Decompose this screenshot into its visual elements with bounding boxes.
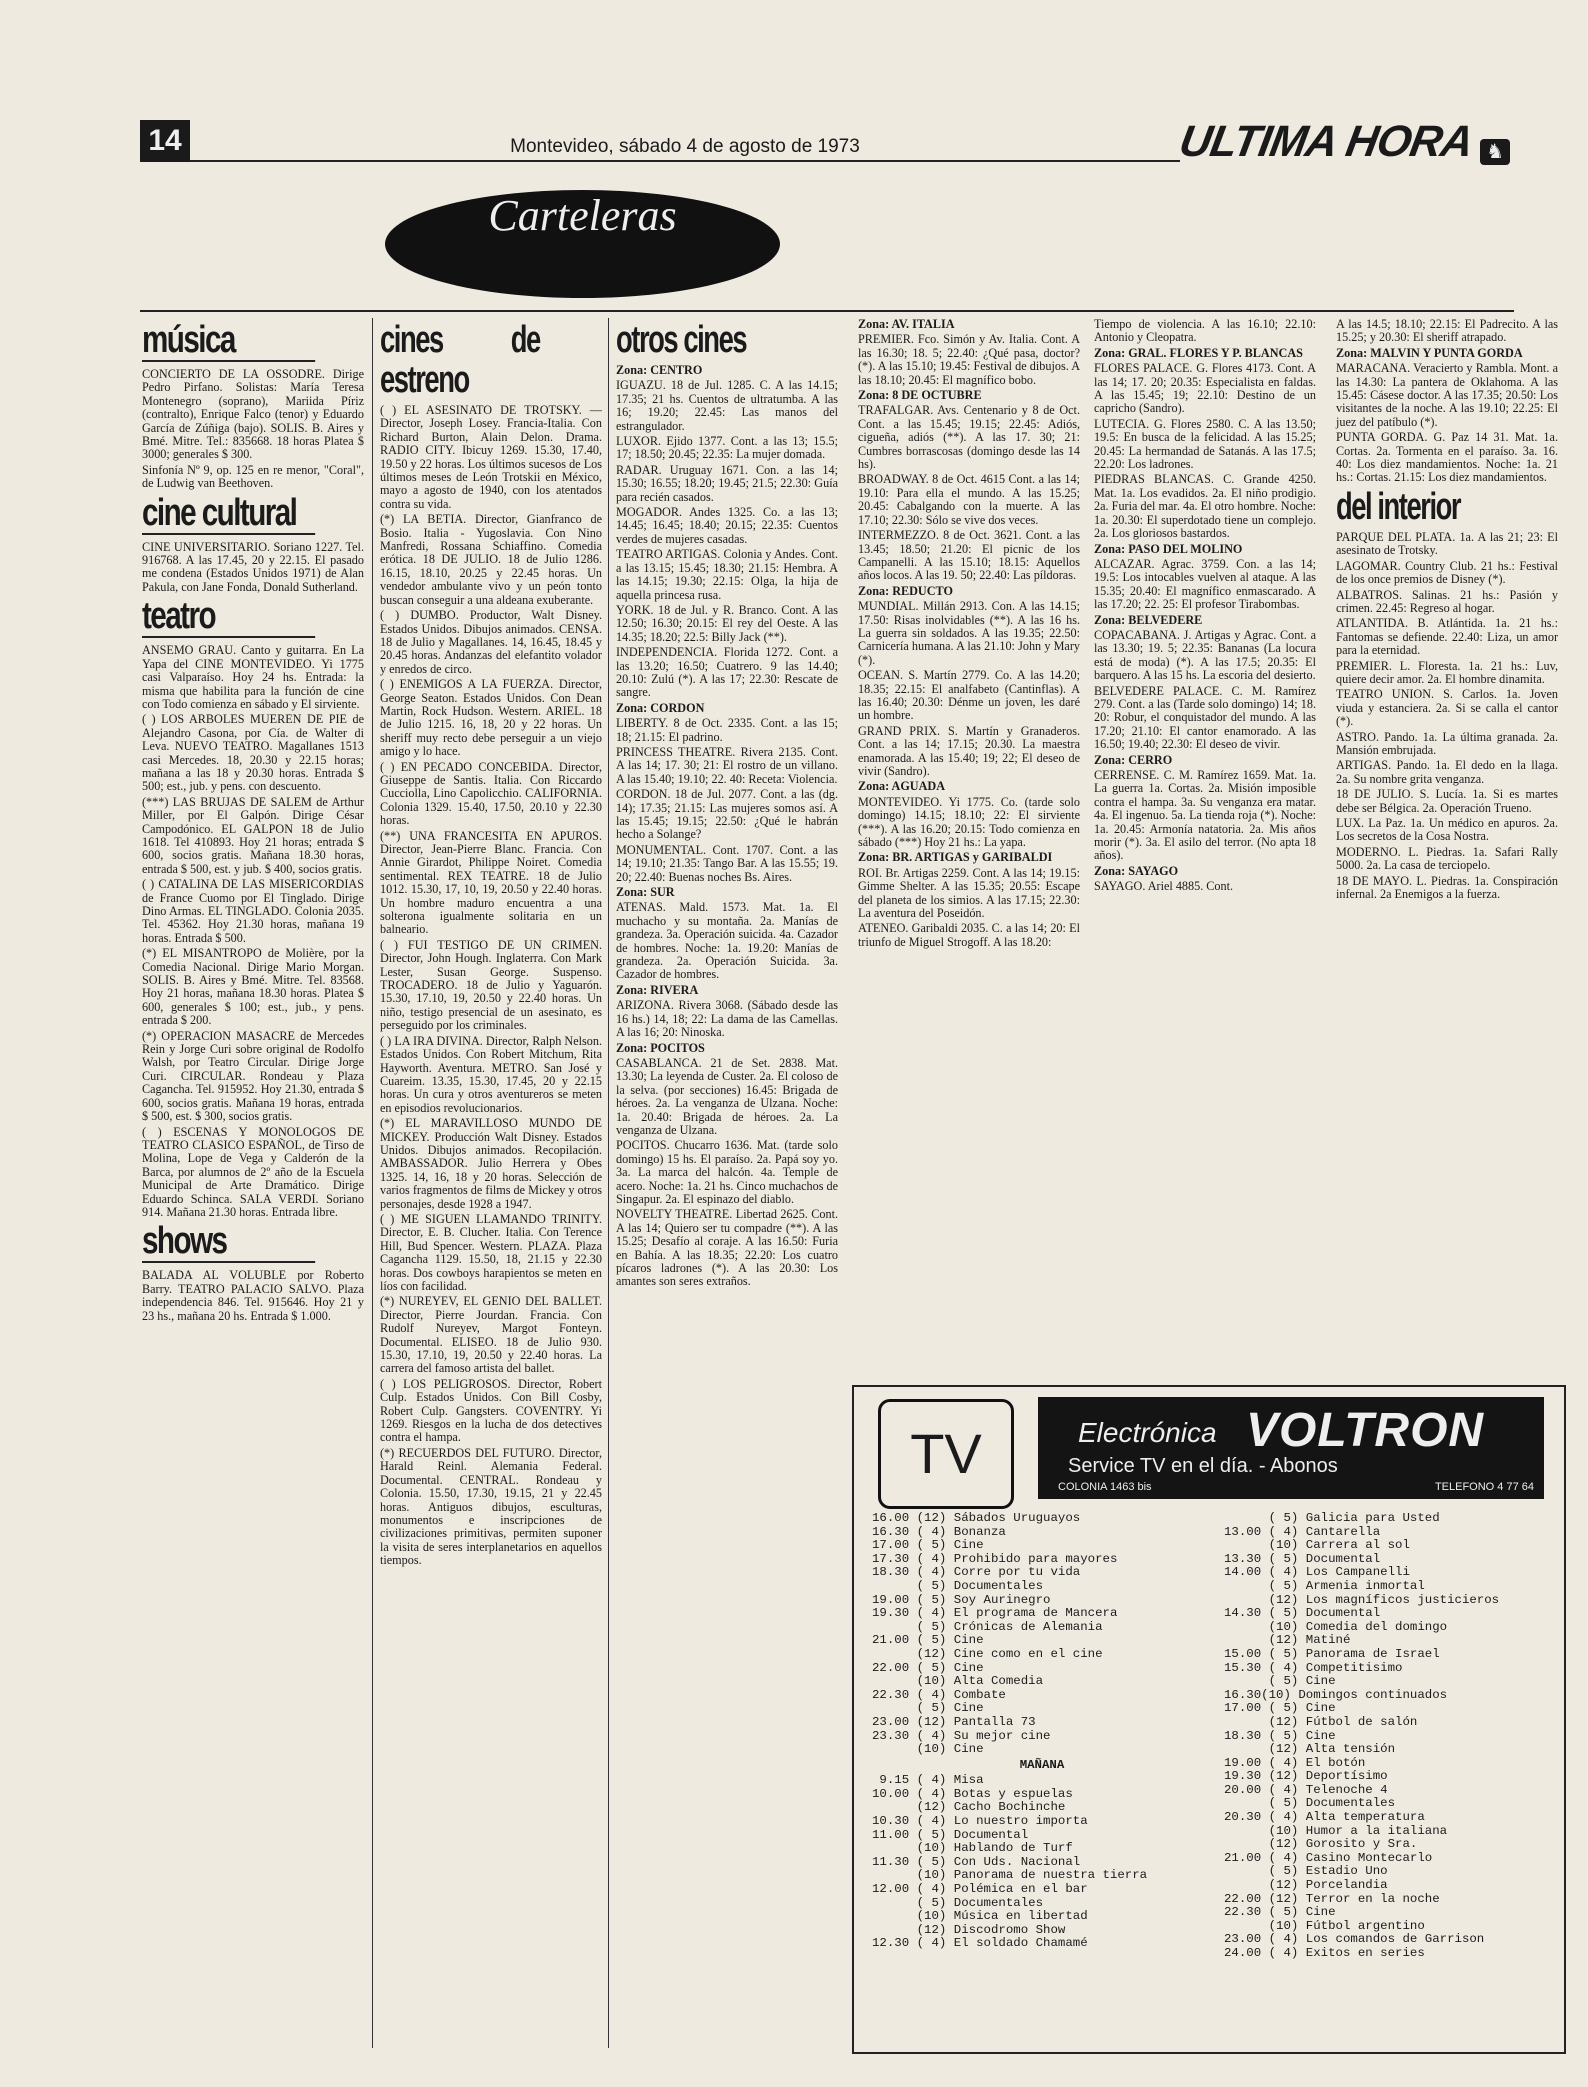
zone-heading: Zona: AGUADA bbox=[858, 779, 946, 794]
tv-program-row: 15.30 ( 4) Competitisimo bbox=[1224, 1660, 1403, 1675]
listing-item: LIBERTY. 8 de Oct. 2335. Cont. a las 15; 18; 21.15: El padrino. bbox=[616, 716, 838, 744]
listing-item: INDEPENDENCIA. Florida 1272. Cont. a las 13.20; 16.50; Cuatrero. 9 las 14.40; 20.10: Zulú (*). A las 17; 22.30: Rescate de sangre. bbox=[616, 645, 838, 700]
listing-item: (**) UNA FRANCESITA EN APUROS. Director, Jean-Pierre Blanc. Francia. Con Annie Girardot, Philippe Noiret. Comedia sentimental. REX TEATRE. 18 de Julio 1012. 15.30, 17, 10, 19, 20.50 y 22.40 horas. Un hombre maduro encuentra a una solterona igualmente solitaria en un balneario. bbox=[380, 828, 602, 937]
tv-program-row: ( 5) Galicia para Usted bbox=[1224, 1511, 1440, 1525]
listing-item: IGUAZU. 18 de Jul. 1285. C. A las 14.15; 17.35; 21 hs. Cuentos de ultratumba. A las 16; 19.20; 22.45: Las manos del estrangulador. bbox=[616, 378, 838, 433]
listing-item: ATLANTIDA. B. Atlántida. 1a. 21 hs.: Fantomas se defiende. 22.40: Liza, un amor para la eternidad. bbox=[1336, 616, 1558, 658]
tv-program-row: (10) Fútbol argentino bbox=[1224, 1918, 1425, 1933]
tv-manana-list bbox=[872, 1774, 1212, 1951]
zone-heading: Zona: BR. ARTIGAS y GARIBALDI bbox=[858, 850, 1053, 865]
zone-heading: Zona: CENTRO bbox=[616, 363, 703, 377]
listing-item: MONUMENTAL. Cont. 1707. Cont. a las 14; 19.10; 21.35: Tango Bar. A las 15.55; 19. 20; 22.40: Buenas noches Bs. Aires. bbox=[616, 842, 838, 884]
listing-item: ARTIGAS. Pando. 1a. El dedo en la llaga. 2a. Su nombre grita venganza. bbox=[1336, 758, 1558, 786]
listing-item: ( ) ENEMIGOS A LA FUERZA. Director, George Seaton. Estados Unidos. Con Dean Martin, Rock Hudson. Western. ARIEL. 18 de Julio 1215. 16, 18, 20 y 22 horas. Un sheriff muy recto debe perseguir a un viejo amigo y lo hace. bbox=[380, 677, 602, 759]
listing-item: BELVEDERE PALACE. C. M. Ramírez 279. Cont. a las (Tarde solo domingo) 14; 18. 20: Robur, el conquistador del mundo. A las 17.20; 21.10: El cantor enamorado. A las 16.50; 19.40; 22.30: El deseo de vivir. bbox=[1094, 683, 1316, 752]
tv-program-row: 13.00 ( 4) Cantarella bbox=[1224, 1524, 1381, 1539]
tv-program-row: (10) Humor a la italiana bbox=[1224, 1823, 1448, 1838]
column-otros-cines bbox=[616, 318, 838, 1291]
tv-program-row: 9.15 ( 4) Misa bbox=[872, 1773, 984, 1788]
tv-program-row: ( 5) Estadio Uno bbox=[1224, 1864, 1388, 1879]
listing-item: TRAFALGAR. Avs. Centenario y 8 de Oct. Cont. a las 15.45; 19.15; 22.45: Adiós, cigueña, adiós (**). A las 17. 30; 21: Cumbres borrascosas (domingo desde las 14 hs). bbox=[858, 403, 1080, 472]
listing-item: CERRENSE. C. M. Ramírez 1659. Mat. 1a. La guerra 1a. Cortas. 2a. Misión imposible contra el hampa. 3a. Su venganza era matar. 4a. El ingenuo. 5a. La tienda roja (*). Noche: 1a. 20.45: Armonía natatoria. 2a. Mis años morir (*). 3a. El asilo del terror. (No apta 18 años). bbox=[1094, 768, 1316, 863]
tv-schedule-left bbox=[872, 1512, 1212, 1951]
listing-item: LAGOMAR. Country Club. 21 hs.: Festival de los once premios de Disney (*). bbox=[1336, 558, 1558, 587]
tv-program-row: (12) Gorosito y Sra. bbox=[1224, 1837, 1418, 1852]
tv-program-row: 19.00 ( 4) El botón bbox=[1224, 1755, 1366, 1770]
listing-item: COPACABANA. J. Artigas y Agrac. Cont. a las 13.30; 19. 5; 22.35: Bananas (La locura está de moda) (*). A las 17.5; 20.35: El barquero. A las 15 hs. La escoria del desierto. bbox=[1094, 627, 1316, 683]
tv-today-list bbox=[872, 1512, 1212, 1757]
ad-line-electronica: Electrónica bbox=[1078, 1417, 1217, 1448]
tv-program-row: 11.30 ( 5) Con Uds. Nacional bbox=[872, 1854, 1081, 1869]
zone-heading: Zona: BELVEDERE bbox=[1094, 612, 1203, 627]
listing-item: PREMIER. Fco. Simón y Av. Italia. Cont. A las 16.30; 18. 5; 22.40: ¿Qué pasa, doctor? (*). A las 15.10; 19.45: Festival de dibujos. A las 18.10; 20.45: El magnífico bobo. bbox=[858, 332, 1080, 387]
listing-item: OCEAN. S. Martín 2779. Co. A las 14.20; 18.35; 22.15: El analfabeto (Cantinflas). A las 16.40; 20.30: Dénme un joven, les daré un hombre. bbox=[858, 668, 1080, 723]
listing-item: (*) LA BETIA. Director, Gianfranco de Bosio. Italia - Yugoslavia. Con Nino Manfredi, Rossana Schiaffino. Comedia erótica. 18 DE JULIO. 18 de Julio 1286. 16.15, 18.10, 20.25 y 22.45 horas. Un vendedor ambulante vivo y un peón tonto buscan conseguir a una aldeana exuberante. bbox=[380, 512, 602, 607]
tv-program-row: 20.00 ( 4) Telenoche 4 bbox=[1224, 1782, 1388, 1797]
tv-program-row: (10) Cine bbox=[872, 1742, 984, 1757]
listing-item: Sinfonía Nº 9, op. 125 en re menor, "Coral", de Ludwig van Beethoven. bbox=[142, 462, 364, 491]
tv-program-row: 16.30(10) Domingos continuados bbox=[1224, 1687, 1448, 1702]
listing-item: ( ) ME SIGUEN LLAMANDO TRINITY. Director, E. B. Clucher. Italia. Con Terence Hill, Bud Spencer. Western. PLAZA. Plaza Cagancha 1129. 15.50, 18, 21.15 y 22.30 horas. Dos cowboys harapientos se meten en líos con facilidad. bbox=[380, 1211, 602, 1293]
section-title-musica: música bbox=[142, 320, 315, 362]
listing-item: PUNTA GORDA. G. Paz 14 31. Mat. 1a. Cortas. 2a. Tormenta en el paraíso. 3a. 16. 40: Los diez mandamientos. Noche: 1a. 21 hs.: Cortas. 21.15: Los diez mandamientos. bbox=[1336, 430, 1558, 485]
zone-heading: Zona: CERRO bbox=[1094, 752, 1173, 767]
zone-heading: Zona: SUR bbox=[616, 885, 675, 900]
listing-item: FLORES PALACE. G. Flores 4173. Cont. A las 14; 17. 20; 20.35: Especialista en faldas. A las 15.45; 19; 22.10: Destino de un capricho (Sandro). bbox=[1094, 361, 1316, 416]
listing-item: ROI. Br. Artigas 2259. Cont. A las 14; 19.15: Gimme Shelter. A las 15.35; 20.55: Escape del planeta de los simios. A las 17.15; 22.30: La aventura del Poseidón. bbox=[858, 865, 1080, 921]
tv-program-row: ( 5) Documentales bbox=[872, 1895, 1044, 1910]
tv-program-row: 21.00 ( 5) Cine bbox=[872, 1633, 984, 1648]
tv-program-row: 12.00 ( 4) Polémica en el bar bbox=[872, 1882, 1088, 1897]
tv-program-row: (10) Comedia del domingo bbox=[1224, 1619, 1448, 1634]
tv-program-row: ( 5) Armenia inmortal bbox=[1224, 1578, 1425, 1593]
tv-program-row: 19.30 (12) Deportísimo bbox=[1224, 1769, 1388, 1784]
listing-item: ATENEO. Garibaldi 2035. C. a las 14; 20: El triunfo de Miguel Strogoff. A las 18.20: bbox=[858, 921, 1080, 949]
column-divider bbox=[608, 318, 609, 2048]
tv-program-row: ( 5) Cine bbox=[1224, 1674, 1336, 1689]
header-rule bbox=[140, 310, 1514, 312]
tv-program-row: (12) Fútbol de salón bbox=[1224, 1714, 1418, 1729]
tv-program-row: 21.00 ( 4) Casino Montecarlo bbox=[1224, 1850, 1433, 1865]
listing-item: GRAND PRIX. S. Martín y Granaderos. Cont. a las 14; 17.15; 20.30. La maestra enamorada. A las 15.40; 19; 22; El deseo de vivir (Sandro). bbox=[858, 723, 1080, 778]
tv-program-row: (12) Cacho Bochinche bbox=[872, 1800, 1066, 1815]
listing-item: MOGADOR. Andes 1325. Co. a las 13; 14.45; 16.45; 18.40; 20.15; 22.35: Cuentos verdes de mujeres casadas. bbox=[616, 505, 838, 546]
tv-program-row: 18.30 ( 4) Corre por tu vida bbox=[872, 1565, 1081, 1580]
estreno-list bbox=[380, 404, 602, 1568]
tv-program-row: 20.30 ( 4) Alta temperatura bbox=[1224, 1810, 1425, 1825]
section-title-cine-cultural: cine cultural bbox=[142, 493, 315, 535]
zone-heading: Zona: GRAL. FLORES Y P. BLANCAS bbox=[1094, 345, 1303, 360]
listing-item: ASTRO. Pando. 1a. La última granada. 2a. Mansión embrujada. bbox=[1336, 729, 1558, 757]
masthead-logo: ULTIMA HORA bbox=[1175, 117, 1477, 166]
listing-item: 18 DE MAYO. L. Piedras. 1a. Conspiración infernal. 2a Enemigos a la fuerza. bbox=[1336, 873, 1558, 902]
tv-program-row: (12) Alta tensión bbox=[1224, 1742, 1396, 1757]
listing-item: TEATRO ARTIGAS. Colonia y Andes. Cont. a las 13.15; 15.45; 18.30; 21.15: Hembra. A las 14.15; 19.30; 22.15: Olga, la hija de aquella princesa rusa. bbox=[616, 547, 838, 602]
listing-item: LUX. La Paz. 1a. Un médico en apuros. 2a. Los secretos de la Cosa Nostra. bbox=[1336, 816, 1558, 844]
column-cines-barrios-1 bbox=[858, 318, 1080, 951]
page-number: 14 bbox=[140, 120, 190, 162]
listing-item: PIEDRAS BLANCAS. C. Grande 4250. Mat. 1a. Los evadidos. 2a. El niño prodigio. 2a. Furia del mar. 4a. El otro hombre. Noche: 1a. 20.30: El superdotado tiene un complejo. 2a. Los gloriosos bastardos. bbox=[1094, 472, 1316, 541]
tv-program-row: (10) Música en libertad bbox=[872, 1909, 1088, 1924]
ad-address: COLONIA 1463 bis bbox=[1058, 1481, 1152, 1493]
tv-program-row: ( 5) Crónicas de Alemania bbox=[872, 1619, 1103, 1634]
listing-item: ALCAZAR. Agrac. 3759. Con. a las 14; 19.5: Los intocables vuelven al ataque. A las 15.35; 20.40: El magnífico enmascarado. A las 17.20; 22. 25: El profesor Tirabombas. bbox=[1094, 556, 1316, 612]
listing-item: ( ) LOS PELIGROSOS. Director, Robert Culp. Estados Unidos. Con Bill Cosby, Robert Culp. Gangsters. COVENTRY. Yi 1269. Riesgos en la lucha de dos detectives contra el hampa. bbox=[380, 1376, 602, 1445]
masthead bbox=[1175, 117, 1515, 166]
listing-item: PRINCESS THEATRE. Rivera 2135. Cont. A las 14; 17. 30; 21: El rostro de un villano. A las 15.40; 19.10; 22. 40: Receta: Violencia. bbox=[616, 744, 838, 786]
listing-item: (*) NUREYEV, EL GENIO DEL BALLET. Director, Pierre Jourdan. Francia. Con Rudolf Nureyev, Margot Fonteyn. Documental. ELISEO. 18 de Julio 930. 15.30, 17.10, 19, 20.50 y 22.40 horas. La carrera del famoso artista del ballet. bbox=[380, 1294, 602, 1376]
listing-item: POCITOS. Chucarro 1636. Mat. (tarde solo domingo) 15 hs. El paraíso. 2a. Papá soy yo. 3a. La marca del halcón. 4a. Temple de acero. Noche: 1a. 21 hs. Cinco muchachos de Singapur. 2a. El espinazo del diablo. bbox=[616, 1138, 839, 1206]
listing-item: CASABLANCA. 21 de Set. 2838. Mat. 13.30; La leyenda de Custer. 2a. El coloso de la selva. (por secciones) 16.45: Brigada de héroes. 2a. La venganza de Ulzana. Noche: 1a. 20.40: Brigada de héroes. 2a. La venganza de Ulzana. bbox=[616, 1055, 838, 1137]
listing-item: BALADA AL VOLUBLE por Roberto Barry. TEATRO PALACIO SALVO. Plaza independencia 846. Tel. 915646. Hoy 21 y 23 hs., mañana 20 hs. Entrada $ 1.000. bbox=[142, 1268, 364, 1323]
tv-program-row: (10) Carrera al sol bbox=[1224, 1538, 1410, 1553]
tv-program-row: (12) Los magníficos justicieros bbox=[1224, 1592, 1500, 1607]
tv-program-row: 18.30 ( 5) Cine bbox=[1224, 1728, 1336, 1743]
listing-item: LUXOR. Ejido 1377. Cont. a las 13; 15.5; 17; 18.50; 20.45; 22.35: La mujer domada. bbox=[616, 434, 838, 462]
listing-item: ( ) CATALINA DE LAS MISERICORDIAS de France Cuomo por El Tinglado. Dirige Dino Armas. EL TINGLADO. Colonia 2035. Tel. 45362. Hoy 21.30 horas, mañana 19 horas. Entrada $ 500. bbox=[142, 877, 364, 945]
listing-item: A las 14.5; 18.10; 22.15: El Padrecito. A las 15.25; y 20.30: El sheriff atrapado. bbox=[1336, 317, 1558, 345]
tv-program-row: 11.00 ( 5) Documental bbox=[872, 1827, 1029, 1842]
tv-program-row: 14.30 ( 5) Documental bbox=[1224, 1606, 1381, 1621]
tv-program-row: 22.00 ( 5) Cine bbox=[872, 1660, 984, 1675]
tv-program-row: 10.30 ( 4) Lo nuestro importa bbox=[872, 1814, 1088, 1829]
listing-item: NOVELTY THEATRE. Libertad 2625. Cont. A las 14; Quiero ser tu compadre (**). A las 15.25; Desafío al coraje. A las 16.50: Furia en Bahía. A las 18.35; 22.20: Los cuatro pícaros ladrones (*). A las 20.30: Los amantes son seres extraños. bbox=[616, 1207, 838, 1289]
listing-item: ( ) LA IRA DIVINA. Director, Ralph Nelson. Estados Unidos. Con Robert Mitchum, Rita Hayworth. Aventura. METRO. San José y Cuareim. 13.35, 15.30, 17.45, 20 y 22.15 horas. Un cura y otros aventureros se meten en episodios revolucionarios. bbox=[380, 1033, 602, 1115]
listing-item: YORK. 18 de Jul. y R. Branco. Cont. A las 12.50; 16.30; 20.15: El rey del Oeste. A las 14.35; 18.20; 22.5: Billy Jack (**). bbox=[616, 602, 838, 644]
zone-heading: Zona: RIVERA bbox=[616, 982, 699, 997]
tv-program-row: (10) Alta Comedia bbox=[872, 1674, 1044, 1689]
zone-heading: Zona: POCITOS bbox=[616, 1040, 705, 1055]
listing-item: PARQUE DEL PLATA. 1a. A las 21; 23: El asesinato de Trotsky. bbox=[1336, 529, 1558, 558]
tv-program-row: ( 5) Cine bbox=[872, 1701, 984, 1716]
tv-schedule-right bbox=[1224, 1512, 1554, 1961]
zone-heading: Zona: 8 DE OCTUBRE bbox=[858, 388, 982, 403]
tv-program-row: 16.00 (12) Sábados Uruguayos bbox=[872, 1511, 1081, 1525]
listing-item: Tiempo de violencia. A las 16.10; 22.10: Antonio y Cleopatra. bbox=[1094, 317, 1316, 345]
ad-service-line: Service TV en el día. - Abonos bbox=[1068, 1455, 1338, 1477]
column-cines-barrios-2 bbox=[1094, 318, 1316, 896]
listing-item: INTERMEZZO. 8 de Oct. 3621. Cont. a las 13.45; 18.50; 21.20: El picnic de los Campanelli. A las 15.10; 18.15: Aquellos años locos. A las 19. 50; 22.40: Las píldoras. bbox=[858, 528, 1080, 583]
listing-item: BROADWAY. 8 de Oct. 4615 Cont. a las 14; 19.10: Para ella el mundo. A las 15.25; 20.45: Cabalgando con la muerte. A las 17.10; 22.30: Sólo se vive dos veces. bbox=[858, 472, 1080, 527]
tv-listings-box bbox=[852, 1385, 1566, 2054]
ad-brand: VOLTRON bbox=[1246, 1404, 1485, 1457]
tv-program-row: 17.30 ( 4) Prohibido para mayores bbox=[872, 1551, 1118, 1566]
tv-program-row: 15.00 ( 5) Panorama de Israel bbox=[1224, 1646, 1440, 1661]
listing-item: ( ) FUI TESTIGO DE UN CRIMEN. Director, John Hough. Inglaterra. Con Mark Lester, Susan George. Suspenso. TROCADERO. 18 de Julio y Yaguarón. 15.30, 17.10, 19, 20.50 y 22.40 horas. Un niño, testigo presencial de un asesinato, es perseguido por los criminales. bbox=[380, 937, 602, 1033]
tv-program-row: 22.30 ( 5) Cine bbox=[1224, 1905, 1336, 1920]
listing-item: MUNDIAL. Millán 2913. Con. A las 14.15; 17.50: Risas inolvidables (**). A las 16 hs. La guerra sin soldados. A las 19.35; 22.50: Carnicería humana. A las 21.10: John y Mary (*). bbox=[858, 599, 1080, 667]
tv-program-row: 17.00 ( 5) Cine bbox=[872, 1538, 984, 1553]
section-title-shows: shows bbox=[142, 1221, 315, 1263]
section-title-del-interior: del interior bbox=[1336, 485, 1461, 528]
tv-program-row: 22.30 ( 4) Combate bbox=[872, 1687, 1006, 1702]
listing-item: ATENAS. Mald. 1573. Mat. 1a. El muchacho y su montaña. 2a. Manías de grandeza. 3a. Operación suicida. 4a. Cazador de hombres. Noche: 1a. 19.20: Manías de grandeza. 2a. Operación Suicida. 3a. Cazador de hombres. bbox=[616, 900, 838, 982]
section-title-teatro: teatro bbox=[142, 596, 315, 638]
tv-program-row: 22.00 (12) Terror en la noche bbox=[1224, 1891, 1440, 1906]
listing-item: LUTECIA. G. Flores 2580. C. A las 13.50; 19.5: En busca de la felicidad. A las 15.25; 20.45: La hermandad de Satanás. A las 17.5; 22.20: Los ladrones. bbox=[1094, 416, 1316, 472]
tv-program-row: (12) Discodromo Show bbox=[872, 1922, 1066, 1937]
tv-program-row: (12) Cine como en el cine bbox=[872, 1646, 1103, 1661]
barrios-list-3 bbox=[1336, 318, 1558, 485]
listing-item: PREMIER. L. Floresta. 1a. 21 hs.: Luv, quiere decir amor. 2a. El hombre dinamita. bbox=[1336, 658, 1558, 686]
column-interior bbox=[1336, 318, 1558, 903]
tv-program-row: 12.30 ( 4) El soldado Chamamé bbox=[872, 1936, 1088, 1951]
listing-item: ( ) LOS ARBOLES MUEREN DE PIE de Alejandro Casona, por Cía. de Walter di Leva. NUEVO TEATRO. Magallanes 1513 casi Mercedes. 18, 20.30 y 22.15 horas; mañana a las 18 y 20.30 horas. Entrada $ 500; est., jub. y pens. con descuento. bbox=[142, 712, 364, 794]
listing-item: (*) RECUERDOS DEL FUTURO. Director, Harald Reinl. Alemania Federal. Documental. CENTRAL. Rondeau y Colonia. 15.50, 17.30, 19.15, 21 y 22.45 horas. Antiguos dibujos, esculturas, monumentos e inscripciones de civilizaciones primitivas, permiten suponer la visita de seres interplanetarios en aquellos tiempos. bbox=[380, 1445, 602, 1568]
section-title-cines-estreno: cines de estreno bbox=[380, 319, 540, 401]
tv-program-row: 24.00 ( 4) Exitos en series bbox=[1224, 1946, 1425, 1960]
listing-item: (*) OPERACION MASACRE de Mercedes Rein y Jorge Curi sobre original de Rodolfo Walsh, por Teatro Circular. Dirige Jorge Curi. CIRCULAR. Rondeau y Plaza Cagancha. Tel. 915952. Hoy 21.30, entrada $ 600, socios gratis. Mañana 19 horas, entrada $ 500, est. $ 300, socios gratis. bbox=[142, 1028, 364, 1124]
listing-item: ( ) ESCENAS Y MONOLOGOS DE TEATRO CLASICO ESPAÑOL, de Tirso de Molina, Lope de Vega y Calderón de la Barca, por alumnos de 2º año de la Escuela Municipal de Arte Dramático. Dirige Eduardo Schinca. SALA VERDI. Soriano 914. Mañana 21.30 horas. Entrada libre. bbox=[142, 1124, 364, 1219]
tv-program-row: ( 5) Documentales bbox=[1224, 1796, 1396, 1811]
listing-item: ( ) DUMBO. Productor, Walt Disney. Estados Unidos. Dibujos animados. CENSA. 18 de Julio y Magallanes. 14, 16.45, 18.45 y 20.45 horas. Andanzas del elefantito volador y enredos de circo. bbox=[380, 608, 602, 676]
listing-item: CORDON. 18 de Jul. 2077. Cont. a las (dg. 14); 17.35; 21.15: Las mujeres somos así. A las 15.45; 19.15; 22.50: ¿Qué le habrán hecho a Solange? bbox=[616, 787, 838, 842]
zone-heading: Zona: PASO DEL MOLINO bbox=[1094, 541, 1243, 556]
zone-heading: Zona: SAYAGO bbox=[1094, 863, 1179, 878]
tv-program-row: 13.30 ( 5) Documental bbox=[1224, 1551, 1381, 1566]
section-title-otros-cines: otros cines bbox=[616, 319, 747, 361]
otros-cines-list bbox=[616, 364, 838, 1289]
zone-heading: Zona: CORDON bbox=[616, 700, 705, 715]
tv-program-row: 16.30 ( 4) Bonanza bbox=[872, 1524, 1006, 1539]
listing-item: (*) EL MARAVILLOSO MUNDO DE MICKEY. Producción Walt Disney. Estados Unidos. Dibujos animados. Recopilación. AMBASSADOR. Julio Herrera y Obes 1325. 14, 16, 18 y 20 horas. Selección de varios fragmentos de films de Mickey y otros personajes, desde 1928 a 1947. bbox=[380, 1116, 602, 1211]
tv-program-row: 23.00 (12) Pantalla 73 bbox=[872, 1714, 1036, 1729]
listing-item: MARACANA. Veracierto y Rambla. Mont. a las 14.30: La pantera de Oklahoma. A las 15.45: Cásese doctor. A las 17.35; 20.50: Los visitantes de la noche. A las 19.10; 22.25: El juez del patíbulo (*). bbox=[1336, 361, 1558, 429]
tv-program-row: (12) Porcelandia bbox=[1224, 1878, 1388, 1893]
tv-program-row: 17.00 ( 5) Cine bbox=[1224, 1701, 1336, 1716]
listing-item: RADAR. Uruguay 1671. Con. a las 14; 15.30; 16.55; 18.20; 19.45; 21.5; 22.30: Guía para recién casados. bbox=[616, 462, 838, 504]
listing-item: TEATRO UNION. S. Carlos. 1a. Joven viuda y estanciera. 2a. Si se calla el cantor (*). bbox=[1336, 687, 1558, 729]
tv-program-row: 19.00 ( 5) Soy Aurinegro bbox=[872, 1592, 1051, 1607]
teatro-list bbox=[142, 644, 364, 1219]
listing-item: ( ) EL ASESINATO DE TROTSKY. — Director, Joseph Losey. Francia-Italia. Con Richard Burton, Alain Delon. Drama. RADIO CITY. Ibicuy 1269. 15.30, 17.40, 19.50 y 22 horas. Los últimos sucesos de Los últimos meses de León Trotskii en México, mayo a agosto de 1940, con los atentados contra su vida. bbox=[380, 403, 602, 511]
horse-rider-icon: ♞ bbox=[1480, 139, 1510, 165]
tv-program-row: (10) Panorama de nuestra tierra bbox=[872, 1868, 1148, 1883]
listing-item: ARIZONA. Rivera 3068. (Sábado desde las 16 hs.) 14, 18; 22: La dama de las Camellas. A las 16; 20: Ninoska. bbox=[616, 998, 838, 1040]
barrios-list-1 bbox=[858, 318, 1080, 949]
column-musica-teatro bbox=[142, 318, 364, 1325]
column-divider bbox=[372, 318, 373, 2048]
tv-program-row: 23.00 ( 4) Los comandos de Garrison bbox=[1224, 1932, 1485, 1947]
tv-manana-heading: MAÑANA bbox=[1019, 1757, 1065, 1772]
dateline: Montevideo, sábado 4 de agosto de 1973 bbox=[190, 136, 1180, 162]
zone-heading: Zona: AV. ITALIA bbox=[858, 317, 955, 331]
section-banner: Carteleras bbox=[385, 190, 780, 298]
musica-list bbox=[142, 368, 364, 491]
listing-item: ALBATROS. Salinas. 21 hs.: Pasión y crimen. 22.45: Regreso al hogar. bbox=[1336, 587, 1558, 615]
tv-program-row: 23.30 ( 4) Su mejor cine bbox=[872, 1728, 1051, 1743]
tv-program-row: 14.00 ( 4) Los Campanelli bbox=[1224, 1565, 1410, 1580]
column-cines-estreno bbox=[380, 318, 602, 1570]
listing-item: MONTEVIDEO. Yi 1775. Co. (tarde solo domingo) 14.15; 18.10; 22: El sirviente (***). A las 16.20; 20.15: Todo comienza en sábado (***) Hoy 21 hs.: La yapa. bbox=[858, 794, 1080, 850]
tv-manana-list-2 bbox=[1224, 1512, 1554, 1961]
ad-phone: TELEFONO 4 77 64 bbox=[1434, 1481, 1534, 1493]
listing-item: (*) EL MISANTROPO de Molière, por la Comedia Nacional. Dirige Mario Morgan. SOLIS. B. Aires y Bmé. Mitre. Tel. 83568. Hoy 21 horas, mañana 18.30 horas. Platea $ 600, generales $ 100; est., jub., y pens. entrada $ 200. bbox=[142, 946, 364, 1028]
ad-contact-line bbox=[1058, 1481, 1534, 1493]
listing-item: (***) LAS BRUJAS DE SALEM de Arthur Miller, por El Galpón. Dirige César Campodónico. EL GALPON 18 de Julio 1618. Tel 410893. Hoy 21 horas; entrada $ 600, socios gratis. Mañana 18.30 horas, entrada $ 500, est. y jub. $ 400, socios gratis. bbox=[142, 794, 364, 876]
tv-program-row: 10.00 ( 4) Botas y espuelas bbox=[872, 1786, 1073, 1801]
voltron-ad bbox=[1038, 1397, 1544, 1499]
shows-list bbox=[142, 1269, 364, 1323]
listing-item: SAYAGO. Ariel 4885. Cont. bbox=[1094, 879, 1234, 894]
tv-program-row: ( 5) Documentales bbox=[872, 1578, 1044, 1593]
cine-cultural-list bbox=[142, 541, 364, 595]
tv-program-row: (10) Hablando de Turf bbox=[872, 1841, 1073, 1856]
listing-item: ( ) EN PECADO CONCEBIDA. Director, Giuseppe de Santis. Italia. Con Riccardo Cucciolla, Lino Capolicchio. CALIFORNIA. Colonia 1329. 15.40, 17.50, 20.10 y 22.30 horas. bbox=[380, 759, 602, 828]
tv-program-row: (12) Matiné bbox=[1224, 1633, 1351, 1648]
barrios-list-2 bbox=[1094, 318, 1316, 894]
zone-heading: Zona: MALVIN Y PUNTA GORDA bbox=[1336, 345, 1523, 360]
tv-program-row: 19.30 ( 4) El programa de Mancera bbox=[872, 1606, 1118, 1621]
interior-list bbox=[1336, 531, 1558, 902]
zone-heading: Zona: REDUCTO bbox=[858, 583, 953, 598]
listing-item: MODERNO. L. Piedras. 1a. Safari Rally 5000. 2a. La casa de terciopelo. bbox=[1336, 844, 1558, 873]
tv-label: TV bbox=[878, 1399, 1014, 1509]
listing-item: CINE UNIVERSITARIO. Soriano 1227. Tel. 916768. A las 17.45, 20 y 22.15. El pasado me condena (Estados Unidos 1971) de Alan Pakula, con Jane Fonda, Donald Sutherland. bbox=[142, 539, 364, 594]
listing-item: CONCIERTO DE LA OSSODRE. Dirige Pedro Pirfano. Solistas: María Teresa Montenegro (soprano), Mariida Píriz (contralto), Enrique Falco (tenor) y Eduardo García de Zúñiga (bajo). SOLIS. B. Aires y Bmé. Mitre. Tel.: 835668. 18 horas Platea $ 3000; generales $ 300. bbox=[142, 367, 364, 462]
listing-item: ANSEMO GRAU. Canto y guitarra. En La Yapa del CINE MONTEVIDEO. Yi 1775 casi Valparaíso. Hoy 24 hs. Entrada: la misma que habilita para la función de cine con Todo comienza en sábado y El sirviente. bbox=[142, 643, 364, 711]
listing-item: 18 DE JULIO. S. Lucía. 1a. Si es martes debe ser Bélgica. 2a. Operación Trueno. bbox=[1336, 787, 1558, 815]
